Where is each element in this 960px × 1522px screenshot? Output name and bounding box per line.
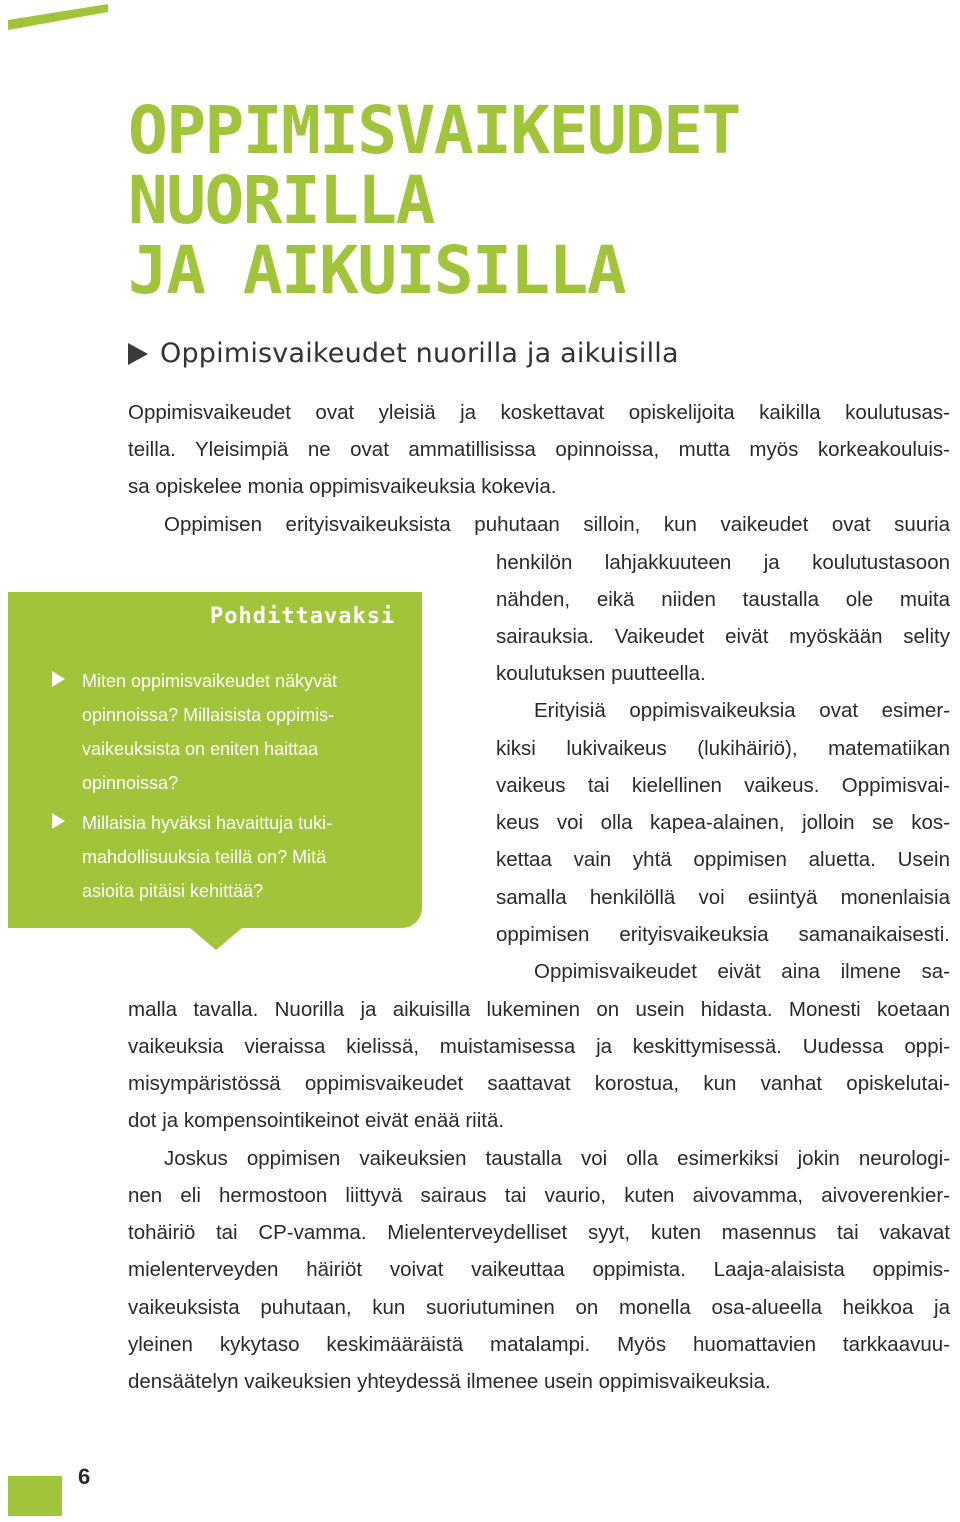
body-line: kiksi lukivaikeus (lukihäiriö), matematiikan [496,737,950,760]
body-line: densäätelyn vaikeuksien yhteydessä ilmenee usein oppimisvaikeuksia. [128,1370,771,1393]
body-line: misympäristössä oppimisvaikeudet saattavat korostua, kun vanhat opiskelutai- [128,1072,950,1095]
body-line: nähden, eikä niiden taustalla ole muita [496,588,950,611]
body-line: mielenterveyden häiriöt voivat vaikeuttaa oppimista. Laaja-alaisista oppimis- [128,1258,950,1281]
body-line: Oppimisvaikeudet eivät aina ilmene sa- [534,960,950,983]
body-line: Oppimisen erityisvaikeuksista puhutaan silloin, kun vaikeudet ovat suuria [164,513,950,536]
title-line-2: NUORILLA [128,162,434,239]
callout-question [44,806,414,908]
body-line: dot ja kompensointikeinot eivät enää riitä. [128,1109,505,1132]
body-line: sairauksia. Vaikeudet eivät myöskään selity [496,625,950,648]
body-line: henkilön lahjakkuuteen ja koulutustasoon [496,551,950,574]
title-line-3: JA AIKUISILLA [128,232,626,309]
body-line: vaikeuksista puhutaan, kun suoriutuminen on monella osa-alueella heikkoa ja [128,1296,950,1319]
body-line: Erityisiä oppimisvaikeuksia ovat esimer- [534,699,950,722]
question-line: Miten oppimisvaikeudet näkyvät [82,671,338,691]
question-line: opinnoissa? [82,773,179,793]
body-line: Oppimisvaikeudet ovat yleisiä ja koskettavat opiskelijoita kaikilla koulutusas- [128,401,950,424]
callout-question-list [44,664,414,914]
body-line: Joskus oppimisen vaikeuksien taustalla voi olla esimerkiksi jokin neurologi- [164,1147,950,1170]
triangle-bullet-icon [52,813,65,829]
body-line: vaikeus tai kielellinen vaikeus. Oppimisvai- [496,774,950,797]
body-line: kettaa vain yhtä oppimisen aluetta. Usein [496,848,950,871]
question-line: asioita pitäisi kehittää? [82,881,264,901]
body-line: tohäiriö tai CP-vamma. Mielenterveydelliset syyt, kuten masennus tai vakavat [128,1221,950,1244]
question-line: Millaisia hyväksi havaittuja tuki- [82,813,333,833]
section-heading-text: Oppimisvaikeudet nuorilla ja aikuisilla [160,338,679,369]
body-line: yleinen kykytaso keskimääräistä matalampi. Myös huomattavien tarkkaavuu- [128,1333,950,1356]
page-number-bar [8,1476,62,1516]
body-line: nen eli hermostoon liittyvä sairaus tai vaurio, kuten aivovamma, aivoverenkier- [128,1184,950,1207]
page-title [128,92,740,309]
question-line: mahdollisuuksia teillä on? Mitä [82,847,327,867]
callout-speech-tail [190,928,242,950]
triangle-bullet-icon [52,671,65,687]
callout-question [44,664,414,800]
body-line: teilla. Yleisimpiä ne ovat ammatillisissa opinnoissa, mutta myös korkeakouluis- [128,438,950,461]
triangle-bullet-icon [128,343,148,365]
page-number: 6 [78,1464,91,1489]
section-heading [128,338,679,369]
body-line: malla tavalla. Nuorilla ja aikuisilla lukeminen on usein hidasta. Monesti koetaan [128,998,950,1021]
body-line: vaikeuksia vieraissa kielissä, muistamisessa ja keskittymisessä. Uudessa oppi- [128,1035,950,1058]
question-line: opinnoissa? Millaisista oppimis- [82,705,335,725]
body-line: keus voi olla kapea-alainen, jolloin se kos- [496,811,950,834]
body-line: koulutuksen puutteella. [496,662,706,685]
callout-title: Pohdittavaksi [210,604,396,629]
body-line: oppimisen erityisvaikeuksia samanaikaisesti. [496,923,950,946]
body-line: samalla henkilöllä voi esiintyä monenlaisia [496,886,950,909]
question-line: vaikeuksista on eniten haittaa [82,739,319,759]
body-line: sa opiskelee monia oppimisvaikeuksia kokevia. [128,475,557,498]
title-line-1: OPPIMISVAIKEUDET [128,92,740,169]
decorative-stripe [8,0,108,40]
